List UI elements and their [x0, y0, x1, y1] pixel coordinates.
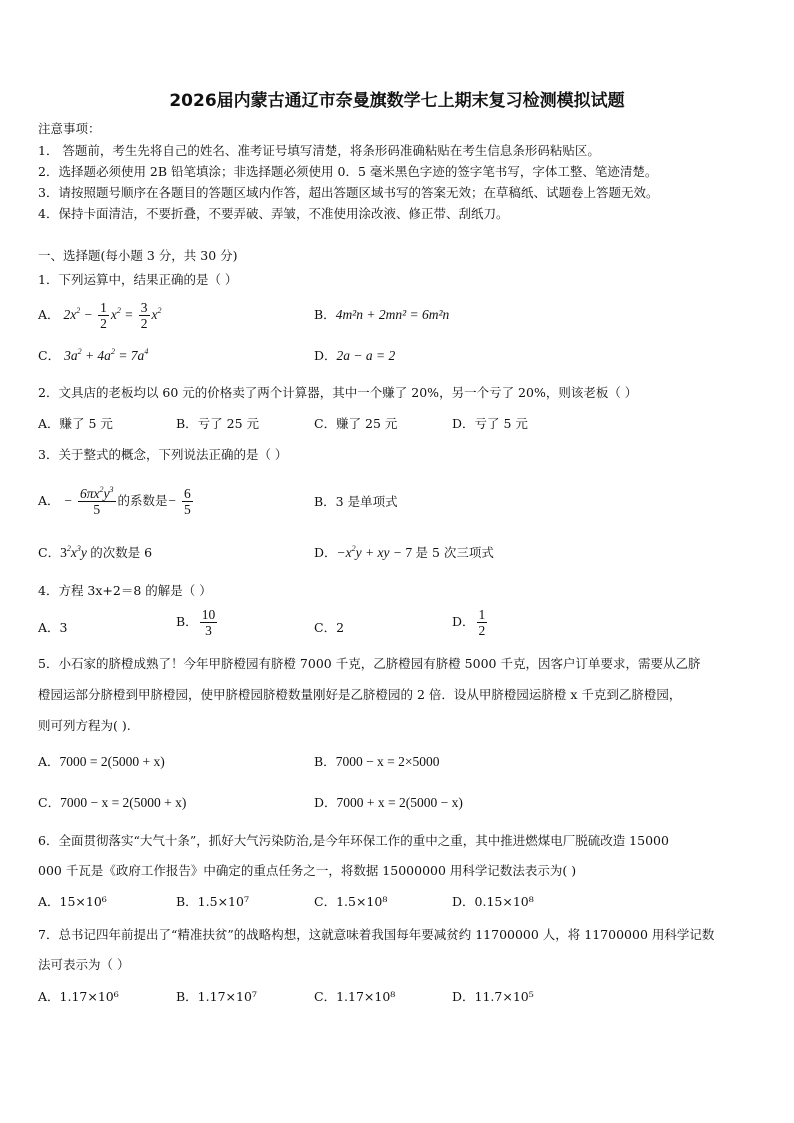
- q4-option-c: C．2: [314, 620, 345, 635]
- q5-option-c: [38, 794, 186, 812]
- q3-c-expression: $3^2x^3y$: [60, 544, 91, 560]
- q5-option-d: [314, 794, 463, 812]
- q2-stem: 2．文具店的老板均以 60 元的价格卖了两个计算器，其中一个赚了 20%，另一个亏了 20%，则该老板（ ）: [38, 385, 638, 400]
- q7-line-2: 法可表示为（ ）: [38, 957, 130, 972]
- q3-d-text: 是 5 次三项式: [415, 545, 494, 560]
- q7-option-b: B．1.17×10⁷: [176, 989, 257, 1004]
- q1-c-expression: $3a^2 + 4a^2 = 7a^4$: [64, 347, 149, 363]
- notice-item-3: 3．请按照题号顺序在各题目的答题区域内作答，超出答题区域书写的答案无效；在草稿纸、试题卷上答题无效。: [38, 185, 659, 200]
- q4-option-a: A．3: [38, 620, 68, 635]
- q5-line-1: 5．小石家的脐橙成熟了！今年甲脐橙园有脐橙 7000 千克，乙脐橙园有脐橙 5000 千克，因客户订单要求，需要从乙脐: [38, 656, 701, 671]
- q4-d-expression: $\frac{1}{2}$: [478, 607, 486, 639]
- q4-d-label: D．: [452, 614, 475, 629]
- q5-c-label: C．: [38, 795, 61, 810]
- q1-option-d: [314, 347, 395, 365]
- q3-option-a: [38, 484, 195, 518]
- q3-c-label: C．: [38, 545, 61, 560]
- q1-b-label: B．: [314, 307, 336, 322]
- notice-item-2: 2．选择题必须使用 2B 铅笔填涂；非选择题必须使用 0．5 毫米黑色字迹的签字笔书写，字体工整、笔迹清楚。: [38, 164, 658, 179]
- q5-a-label: A．: [38, 754, 60, 769]
- q7-option-c: C．1.17×10⁸: [314, 989, 396, 1004]
- q1-option-c: [38, 347, 148, 365]
- q6-option-d: D．0.15×10⁸: [452, 894, 534, 909]
- q2-option-c: C．赚了 25 元: [314, 416, 398, 431]
- q5-line-3: 则可列方程为( ).: [38, 718, 131, 733]
- q1-b-expression: 4m²n + 2mn² = 6m²n: [335, 307, 450, 322]
- q2-option-d: D．亏了 5 元: [452, 416, 528, 431]
- q5-b-label: B．: [314, 754, 336, 769]
- q6-option-b: B．1.5×10⁷: [176, 894, 249, 909]
- q3-option-d: [314, 544, 494, 562]
- q2-option-a: A．赚了 5 元: [38, 416, 113, 431]
- q1-d-label: D．: [314, 348, 337, 363]
- q3-a-coefficient: − $\frac{6}{5}$: [167, 486, 191, 518]
- notice-item-1: 1． 答题前，考生先将自己的姓名、准考证号填写清楚，将条形码准确粘贴在考生信息条形码粘贴区。: [38, 143, 600, 158]
- q3-c-text: 的次数是 6: [90, 545, 153, 560]
- q1-a-expression: $2x^2$ − $\frac{1}{2}$ $x^2$ = $\frac{3}{2}$ $x^2$: [63, 300, 162, 332]
- q4-b-expression: $\frac{10}{3}$: [201, 607, 216, 639]
- q7-option-d: D．11.7×10⁵: [452, 989, 534, 1004]
- q4-stem: 4．方程 3x+2＝8 的解是（ ）: [38, 583, 212, 598]
- q4-b-label: B．: [176, 614, 198, 629]
- q1-c-label: C．: [38, 348, 61, 363]
- q5-b-expression: 7000 − x = 2×5000: [335, 754, 440, 769]
- q4-option-d: [452, 607, 489, 638]
- q3-d-expression: $-x^2y$ + xy − 7: [336, 544, 413, 560]
- q5-d-label: D．: [314, 795, 337, 810]
- q3-stem: 3．关于整式的概念，下列说法正确的是（ ）: [38, 447, 288, 462]
- q5-c-expression: 7000 − x = 2(5000 + x): [60, 795, 187, 810]
- q4-option-b: [176, 607, 219, 638]
- q5-option-b: [314, 753, 440, 771]
- q6-option-a: A．15×10⁶: [38, 894, 107, 909]
- section-heading: 一、选择题(每小题 3 分，共 30 分): [38, 248, 238, 263]
- q5-d-expression: 7000 + x = 2(5000 − x): [336, 795, 463, 810]
- q2-option-b: B．亏了 25 元: [176, 416, 260, 431]
- q5-line-2: 橙园运部分脐橙到甲脐橙园，使甲脐橙园脐橙数量刚好是乙脐橙园的 2 倍．设从甲脐橙园运脐橙 x 千克到乙脐橙园，: [38, 687, 682, 702]
- notice-item-4: 4．保持卡面清洁，不要折叠，不要弄破、弄皱，不准使用涂改液、修正带、刮纸刀。: [38, 206, 509, 221]
- exam-title: 2026届内蒙古通辽市奈曼旗数学七上期末复习检测模拟试题: [169, 91, 625, 111]
- q5-a-expression: 7000 = 2(5000 + x): [59, 754, 165, 769]
- q3-a-label: A．: [38, 493, 60, 508]
- q5-option-a: [38, 753, 165, 771]
- q3-d-label: D．: [314, 545, 337, 560]
- q3-a-text: 的系数是: [117, 493, 168, 508]
- q3-a-expression: − $\frac{6\pi x^2y^3}{5}$: [63, 485, 114, 518]
- q1-option-a: [38, 300, 162, 331]
- q3-option-c: [38, 544, 152, 562]
- notice-heading: 注意事项：: [38, 121, 101, 136]
- q3-option-b: B．3 是单项式: [314, 494, 398, 509]
- q6-line-1: 6．全面贯彻落实“大气十条”，抓好大气污染防治,是今年环保工作的重中之重，其中推进燃煤电厂脱硫改造 15000: [38, 833, 669, 848]
- q7-line-1: 7．总书记四年前提出了“精准扶贫”的战略构想，这就意味着我国每年要减贫约 11700000 人，将 11700000 用科学记数: [38, 927, 715, 942]
- q1-a-label: A．: [38, 307, 60, 322]
- q1-option-b: [314, 306, 449, 324]
- q7-option-a: A．1.17×10⁶: [38, 989, 119, 1004]
- q6-line-2: 000 千瓦是《政府工作报告》中确定的重点任务之一，将数据 15000000 用科学记数法表示为( ): [38, 863, 577, 878]
- q1-stem: 1．下列运算中，结果正确的是（ ）: [38, 272, 238, 287]
- q1-d-expression: 2a − a = 2: [336, 348, 396, 363]
- q6-option-c: C．1.5×10⁸: [314, 894, 388, 909]
